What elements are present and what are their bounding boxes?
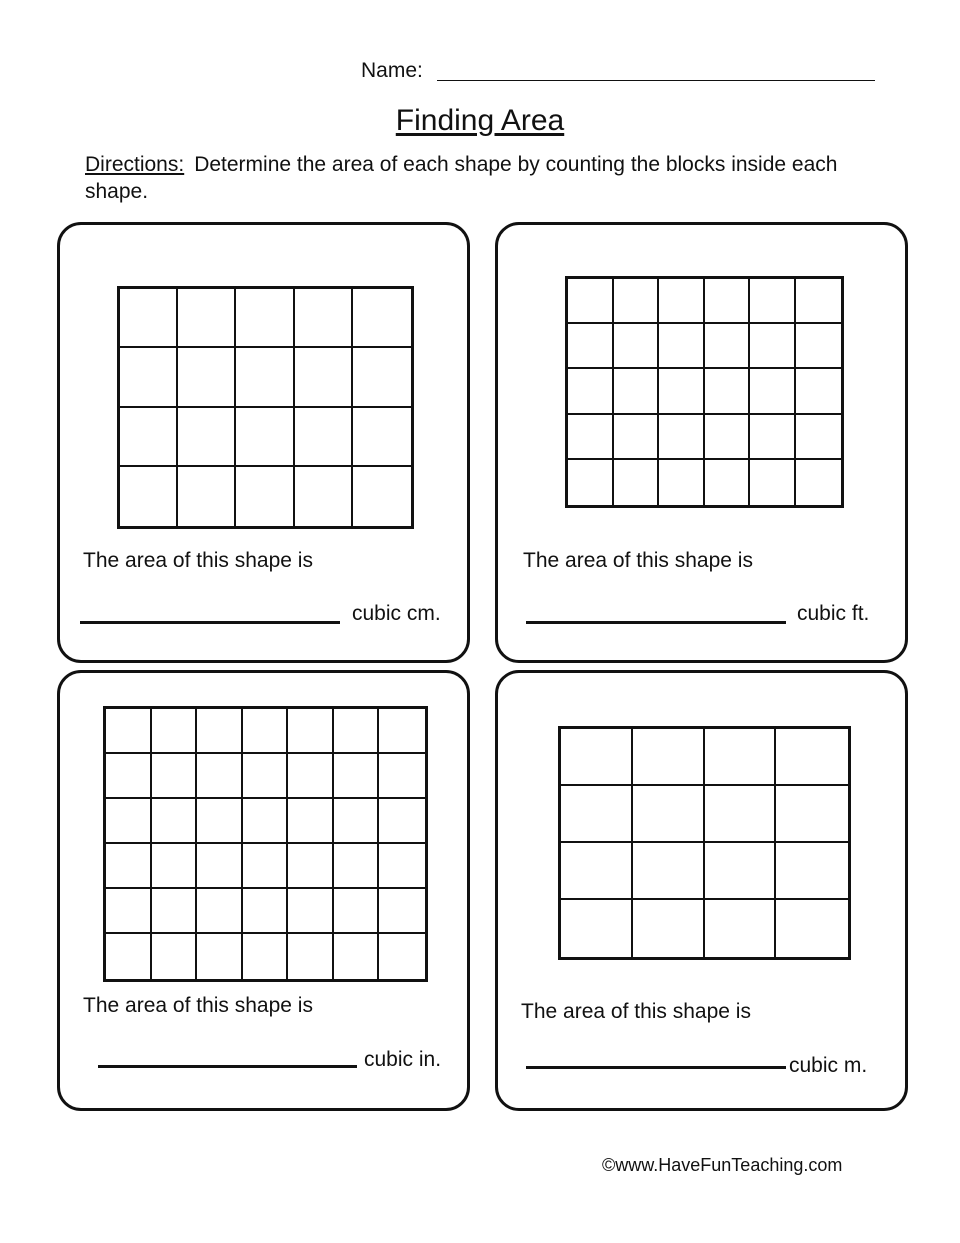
grid-block <box>750 279 796 324</box>
answer-line-4[interactable] <box>526 1066 786 1069</box>
grid-block <box>236 467 294 526</box>
grid-block <box>152 934 198 979</box>
grid-block <box>197 709 243 754</box>
name-label: Name: <box>361 59 423 82</box>
grid-block <box>106 709 152 754</box>
grid-block <box>659 369 705 414</box>
area-prompt-1: The area of this shape is <box>83 549 313 572</box>
grid-block <box>379 709 425 754</box>
grid-block <box>243 844 289 889</box>
grid-block <box>243 934 289 979</box>
unit-label-1: cubic cm. <box>352 602 441 625</box>
area-prompt-2: The area of this shape is <box>523 549 753 572</box>
grid-block <box>561 843 633 900</box>
grid-block <box>633 786 705 843</box>
area-grid-3 <box>103 706 428 982</box>
grid-block <box>120 348 178 407</box>
grid-block <box>705 279 751 324</box>
grid-block <box>152 709 198 754</box>
grid-block <box>705 369 751 414</box>
grid-block <box>288 934 334 979</box>
grid-block <box>334 709 380 754</box>
area-prompt-4: The area of this shape is <box>521 1000 751 1023</box>
grid-block <box>334 799 380 844</box>
grid-block <box>776 900 848 957</box>
grid-block <box>243 799 289 844</box>
grid-block <box>152 889 198 934</box>
grid-block <box>288 889 334 934</box>
grid-block <box>379 844 425 889</box>
grid-block <box>288 709 334 754</box>
grid-block <box>633 843 705 900</box>
grid-block <box>568 324 614 369</box>
grid-block <box>353 348 411 407</box>
grid-block <box>243 754 289 799</box>
grid-block <box>705 324 751 369</box>
grid-block <box>796 369 842 414</box>
grid-block <box>197 799 243 844</box>
grid-block <box>152 799 198 844</box>
grid-block <box>659 279 705 324</box>
grid-block <box>568 415 614 460</box>
grid-block <box>178 348 236 407</box>
grid-block <box>334 934 380 979</box>
grid-block <box>614 279 660 324</box>
grid-block <box>659 415 705 460</box>
grid-block <box>197 754 243 799</box>
grid-block <box>178 289 236 348</box>
directions <box>85 151 885 205</box>
area-grid-1 <box>117 286 414 529</box>
problem-card-1 <box>57 222 470 663</box>
grid-block <box>236 408 294 467</box>
grid-block <box>334 889 380 934</box>
grid-block <box>750 460 796 505</box>
answer-line-3[interactable] <box>98 1065 357 1068</box>
grid-block <box>295 408 353 467</box>
grid-block <box>705 460 751 505</box>
grid-block <box>379 889 425 934</box>
unit-label-2: cubic ft. <box>797 602 870 625</box>
grid-block <box>197 934 243 979</box>
grid-block <box>633 729 705 786</box>
grid-block <box>152 844 198 889</box>
grid-block <box>796 460 842 505</box>
area-grid-4 <box>558 726 851 960</box>
area-grid-2 <box>565 276 844 508</box>
grid-block <box>334 754 380 799</box>
grid-block <box>236 348 294 407</box>
grid-block <box>776 729 848 786</box>
grid-block <box>295 289 353 348</box>
grid-block <box>796 415 842 460</box>
directions-label: Directions: <box>85 153 185 176</box>
grid-block <box>353 289 411 348</box>
grid-block <box>705 900 777 957</box>
grid-block <box>561 786 633 843</box>
grid-block <box>197 844 243 889</box>
worksheet-title: Finding Area <box>395 104 565 137</box>
grid-block <box>568 279 614 324</box>
grid-block <box>705 843 777 900</box>
grid-block <box>152 754 198 799</box>
grid-block <box>776 843 848 900</box>
grid-block <box>106 889 152 934</box>
grid-block <box>288 754 334 799</box>
grid-block <box>243 889 289 934</box>
directions-text: Determine the area of each shape by counting the blocks inside each shape. <box>85 153 838 203</box>
grid-block <box>106 754 152 799</box>
name-answer-line[interactable] <box>437 80 875 81</box>
grid-block <box>750 324 796 369</box>
grid-block <box>705 786 777 843</box>
grid-block <box>295 467 353 526</box>
grid-block <box>236 289 294 348</box>
grid-block <box>796 279 842 324</box>
grid-block <box>561 729 633 786</box>
grid-block <box>288 799 334 844</box>
grid-block <box>243 709 289 754</box>
grid-block <box>659 324 705 369</box>
grid-block <box>379 934 425 979</box>
grid-block <box>614 415 660 460</box>
copyright-footer: ©www.HaveFunTeaching.com <box>602 1155 843 1175</box>
grid-block <box>796 324 842 369</box>
grid-block <box>379 754 425 799</box>
grid-block <box>197 889 243 934</box>
grid-block <box>750 415 796 460</box>
grid-block <box>614 324 660 369</box>
unit-label-4: cubic m. <box>789 1054 868 1077</box>
grid-block <box>659 460 705 505</box>
grid-block <box>120 289 178 348</box>
grid-block <box>120 467 178 526</box>
grid-block <box>776 786 848 843</box>
grid-block <box>120 408 178 467</box>
grid-block <box>178 467 236 526</box>
area-prompt-3: The area of this shape is <box>83 994 313 1017</box>
grid-block <box>750 369 796 414</box>
grid-block <box>633 900 705 957</box>
grid-block <box>353 467 411 526</box>
grid-block <box>568 369 614 414</box>
grid-block <box>178 408 236 467</box>
problem-card-2 <box>495 222 908 663</box>
grid-block <box>288 844 334 889</box>
grid-block <box>614 369 660 414</box>
answer-line-2[interactable] <box>526 621 786 624</box>
grid-block <box>106 844 152 889</box>
answer-line-1[interactable] <box>80 621 340 624</box>
grid-block <box>334 844 380 889</box>
grid-block <box>614 460 660 505</box>
grid-block <box>106 934 152 979</box>
grid-block <box>106 799 152 844</box>
grid-block <box>295 348 353 407</box>
unit-label-3: cubic in. <box>364 1048 442 1071</box>
grid-block <box>353 408 411 467</box>
grid-block <box>561 900 633 957</box>
problem-card-4 <box>495 670 908 1111</box>
grid-block <box>705 729 777 786</box>
grid-block <box>705 415 751 460</box>
grid-block <box>379 799 425 844</box>
problem-card-3 <box>57 670 470 1111</box>
grid-block <box>568 460 614 505</box>
